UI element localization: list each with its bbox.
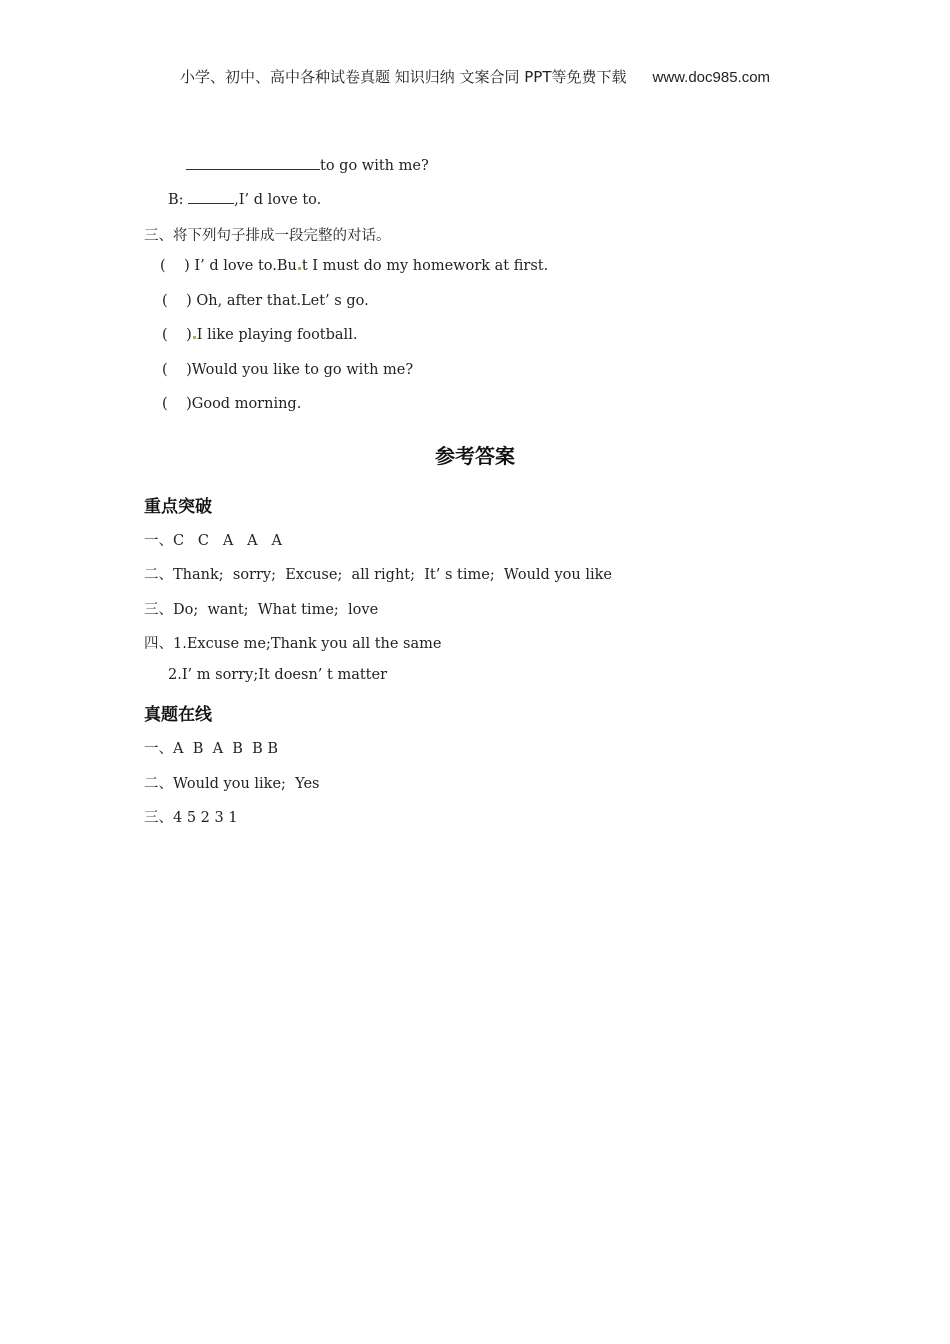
answer-blank[interactable] [188, 189, 234, 204]
answers-title: 参考答案 [435, 444, 515, 468]
part2-answer-2: 二、Would you like; Yes [144, 776, 320, 792]
blank-line-1 [186, 155, 429, 174]
answer-blank[interactable] [186, 155, 320, 170]
order-text: Oh, after that.Let’ s go. [191, 293, 369, 309]
part1-answer-2: 二、Thank; sorry; Excuse; all right; It’ s time; Would you like [144, 567, 612, 583]
order-item-1 [160, 258, 548, 274]
order-text: I’ d love to.Bu [189, 258, 297, 274]
order-paren[interactable]: ( ) [162, 327, 192, 343]
order-item-2 [162, 293, 369, 309]
order-text: Would you like to go with me? [191, 362, 414, 378]
order-text: Good morning. [191, 396, 302, 412]
part2-answer-1: 一、A B A B B B [144, 741, 279, 757]
speaker-b-label: B: [168, 192, 184, 208]
part1-answer-4: 四、1.Excuse me;Thank you all the same [144, 636, 442, 652]
page-header [0, 66, 950, 87]
header-url[interactable]: www.doc985.com [652, 69, 771, 86]
header-text: 小学、初中、高中各种试卷真题 知识归纳 文案合同 PPT等免费下载 [179, 68, 627, 86]
part1-answer-5: 2.I’ m sorry;It doesn’ t matter [168, 667, 388, 683]
order-paren[interactable]: ( ) [160, 258, 190, 274]
order-text-cont: t I must do my homework at first. [301, 258, 549, 274]
order-paren[interactable]: ( ) [162, 293, 192, 309]
part2-title: 真题在线 [144, 705, 212, 725]
mark-dot [298, 267, 301, 270]
order-paren[interactable]: ( ) [162, 362, 192, 378]
mark-dot [193, 336, 196, 339]
order-paren[interactable]: ( ) [162, 396, 192, 412]
line1-text: to go with me? [320, 158, 429, 174]
section-3-title: 三、将下列句子排成一段完整的对话。 [144, 228, 391, 244]
order-item-4 [162, 362, 413, 378]
line2-text: ,I’ d love to. [234, 192, 322, 208]
part2-answer-3: 三、4 5 2 3 1 [144, 810, 238, 826]
part1-answer-3: 三、Do; want; What time; love [144, 602, 379, 618]
part1-title: 重点突破 [144, 497, 212, 517]
blank-line-2 [168, 189, 321, 208]
order-item-3 [162, 327, 357, 343]
part1-answer-1: 一、C C A A A [144, 533, 282, 549]
order-item-5 [162, 396, 301, 412]
order-text: I like playing football. [196, 327, 358, 343]
